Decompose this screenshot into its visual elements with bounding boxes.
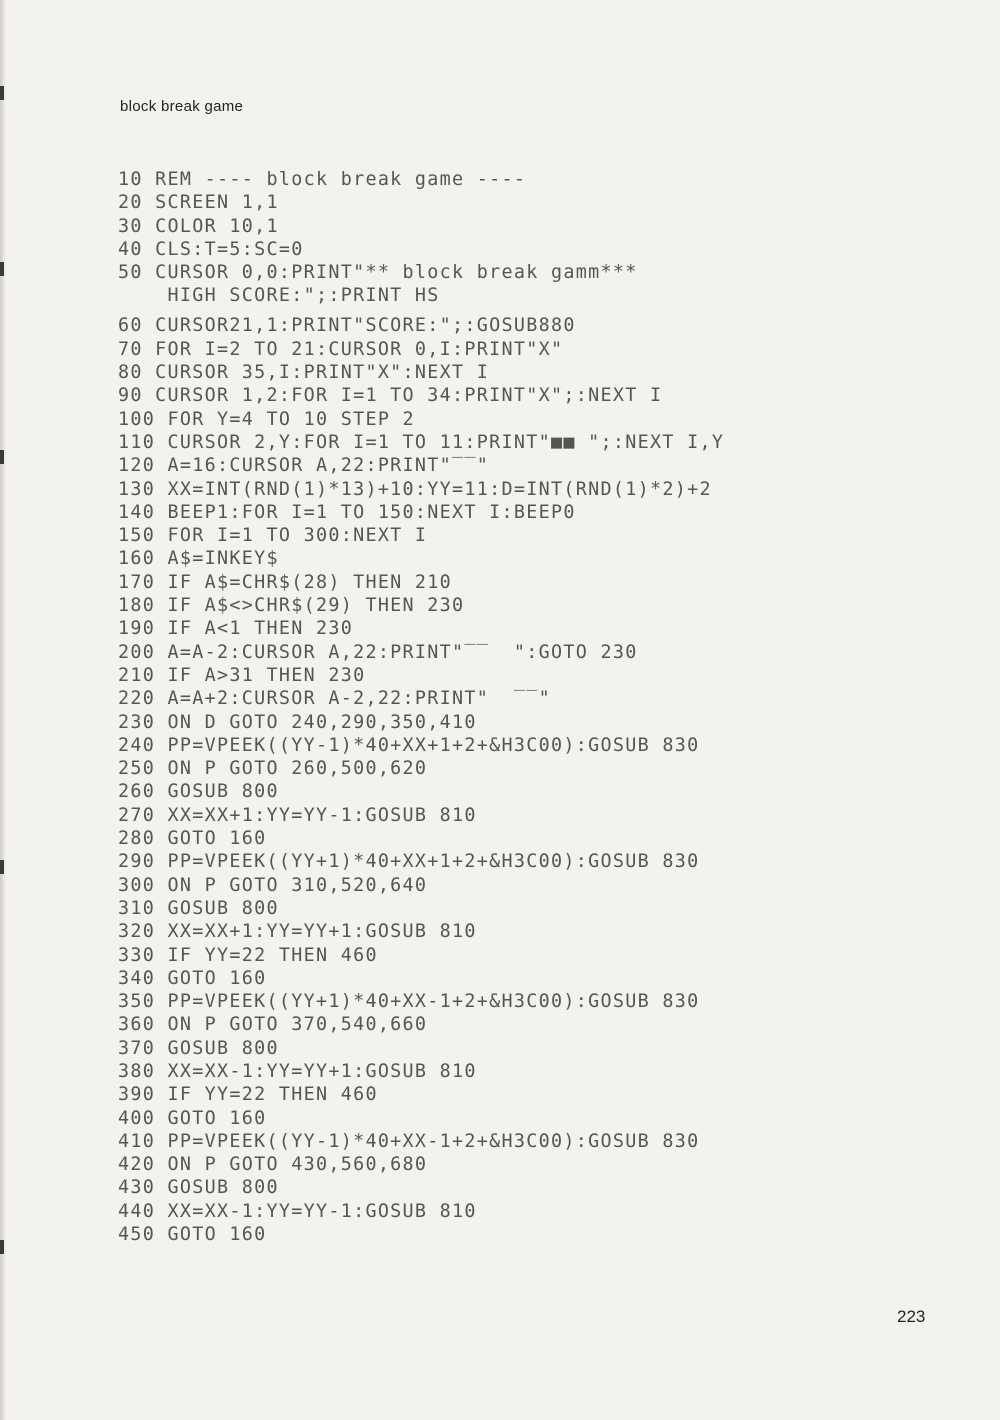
code-line: 380 XX=XX-1:YY=YY+1:GOSUB 810 xyxy=(118,1060,477,1082)
code-line: 150 FOR I=1 TO 300:NEXT I xyxy=(118,525,428,547)
code-line: 260 GOSUB 800 xyxy=(118,781,279,803)
code-line: 250 ON P GOTO 260,500,620 xyxy=(118,758,428,780)
code-line: 160 A$=INKEY$ xyxy=(118,548,279,570)
code-listing xyxy=(118,168,978,1246)
code-line: 130 XX=INT(RND(1)*13)+10:YY=11:D=INT(RND(1)*2)+2 xyxy=(118,478,712,500)
binding-mark xyxy=(0,450,4,464)
code-line: 400 GOTO 160 xyxy=(118,1107,267,1129)
page-edge xyxy=(0,0,6,1420)
code-line: 140 BEEP1:FOR I=1 TO 150:NEXT I:BEEP0 xyxy=(118,501,576,523)
binding-mark xyxy=(0,1240,4,1254)
code-line: 220 A=A+2:CURSOR A-2,22:PRINT" ‾‾" xyxy=(118,688,552,710)
code-line: 420 ON P GOTO 430,560,680 xyxy=(118,1154,428,1176)
code-line: 170 IF A$=CHR$(28) THEN 210 xyxy=(118,571,453,593)
code-line: 340 GOTO 160 xyxy=(118,967,267,989)
code-line: 20 SCREEN 1,1 xyxy=(118,192,279,214)
code-line: 200 A=A-2:CURSOR A,22:PRINT"‾‾ ":GOTO 230 xyxy=(118,641,638,663)
code-line: 270 XX=XX+1:YY=YY-1:GOSUB 810 xyxy=(118,804,477,826)
code-line: 310 GOSUB 800 xyxy=(118,897,279,919)
binding-mark xyxy=(0,86,4,100)
code-line: 290 PP=VPEEK((YY+1)*40+XX+1+2+&H3C00):GOSUB 830 xyxy=(118,851,700,873)
code-line: 10 REM ---- block break game ---- xyxy=(118,169,527,190)
code-line: 300 ON P GOTO 310,520,640 xyxy=(118,874,428,896)
code-line: 450 GOTO 160 xyxy=(118,1224,267,1246)
code-line: 90 CURSOR 1,2:FOR I=1 TO 34:PRINT"X";:NEXT I xyxy=(118,385,663,407)
code-line: 70 FOR I=2 TO 21:CURSOR 0,I:PRINT"X" xyxy=(118,338,564,360)
code-line: 350 PP=VPEEK((YY+1)*40+XX-1+2+&H3C00):GOSUB 830 xyxy=(118,991,700,1013)
code-line: 110 CURSOR 2,Y:FOR I=1 TO 11:PRINT"■■ ";:NEXT I,Y xyxy=(118,431,725,453)
code-line: 230 ON D GOTO 240,290,350,410 xyxy=(118,711,477,733)
code-line: 30 COLOR 10,1 xyxy=(118,215,279,237)
code-line: 240 PP=VPEEK((YY-1)*40+XX+1+2+&H3C00):GOSUB 830 xyxy=(118,734,700,756)
code-line: 440 XX=XX-1:YY=YY-1:GOSUB 810 xyxy=(118,1200,477,1222)
code-line: HIGH SCORE:";:PRINT HS xyxy=(118,285,440,307)
code-line: 50 CURSOR 0,0:PRINT"** block break gamm*** xyxy=(118,262,638,284)
code-line: 40 CLS:T=5:SC=0 xyxy=(118,238,304,260)
page-header: block break game xyxy=(120,98,244,115)
code-line: 100 FOR Y=4 TO 10 STEP 2 xyxy=(118,408,415,430)
code-line: 180 IF A$<>CHR$(29) THEN 230 xyxy=(118,595,465,617)
code-line: 430 GOSUB 800 xyxy=(118,1177,279,1199)
code-line: 190 IF A<1 THEN 230 xyxy=(118,618,354,640)
binding-mark xyxy=(0,860,4,874)
code-line: 80 CURSOR 35,I:PRINT"X":NEXT I xyxy=(118,362,490,384)
code-line: 120 A=16:CURSOR A,22:PRINT"‾‾" xyxy=(118,455,490,477)
code-line: 390 IF YY=22 THEN 460 xyxy=(118,1084,378,1106)
code-line: 410 PP=VPEEK((YY-1)*40+XX-1+2+&H3C00):GOSUB 830 xyxy=(118,1130,700,1152)
code-line: 330 IF YY=22 THEN 460 xyxy=(118,944,378,966)
code-line: 320 XX=XX+1:YY=YY+1:GOSUB 810 xyxy=(118,921,477,943)
code-line: 210 IF A>31 THEN 230 xyxy=(118,664,366,686)
binding-mark xyxy=(0,262,4,276)
code-line: 360 ON P GOTO 370,540,660 xyxy=(118,1014,428,1036)
page-number: 223 xyxy=(897,1307,926,1326)
code-line: 60 CURSOR21,1:PRINT"SCORE:";:GOSUB880 xyxy=(118,315,576,337)
code-line: 370 GOSUB 800 xyxy=(118,1037,279,1059)
code-line: 280 GOTO 160 xyxy=(118,828,267,850)
